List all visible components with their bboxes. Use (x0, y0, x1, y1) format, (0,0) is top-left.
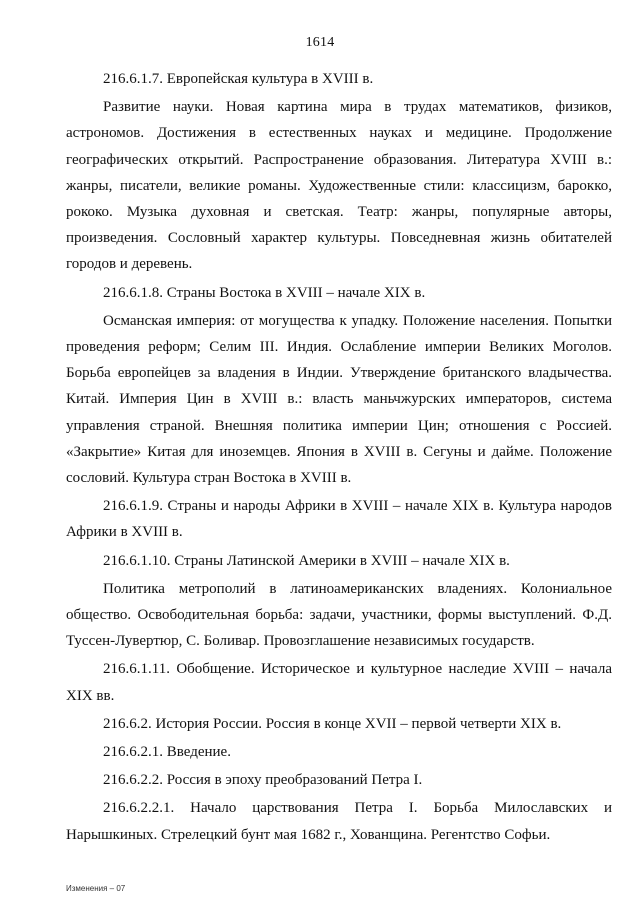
section-heading-africa: 216.6.1.9. Страны и народы Африки в XVIII – начале XIX в. Культура народов Африки в XVIII в. (66, 498, 612, 541)
document-body (66, 64, 612, 848)
section-heading-introduction: 216.6.2.1. Введение. (103, 744, 231, 761)
section-heading-european-culture: 216.6.1.7. Европейская культура в XVIII в. (103, 71, 374, 87)
footer-revision-note: Изменения – 07 (66, 884, 126, 893)
section-heading-east: 216.6.1.8. Страны Востока в XVIII – начале XIX в. (103, 284, 426, 301)
section-heading-generalization: 216.6.1.11. Обобщение. Историческое и культурное наследие XVIII – начала XIX вв. (66, 661, 612, 704)
paragraph-metropolis-policy: Политика метрополий в латиноамериканских владениях. Колониальное общество. Освободительная борьба: задачи, участники, формы выступлений. Ф.Д. Туссен-Лувертюр, С. Боливар. Провозглашение независимых государств. (66, 580, 612, 650)
section-heading-russia-history: 216.6.2. История России. Россия в конце XVII – первой четверти XIX в. (103, 715, 562, 732)
paragraph-science-development: Развитие науки. Новая картина мира в трудах математиков, физиков, астрономов. Достижения в естественных науках и медицине. Продолжение географических открытий. Распространение образования. Литература XVIII в.: жанры, писатели, великие романы. Художественные стили: классицизм, барокко, рококо. Музыка духовная и светская. Театр: жанры, популярные авторы, произведения. Сословный характер культуры. Повседневная жизнь обитателей городов и деревень. (66, 99, 612, 273)
paragraph-peter-reign-start: 216.6.2.2.1. Начало царствования Петра I. Борьба Милославских и Нарышкиных. Стрелецкий бунт мая 1682 г., Хованщина. Регентство Софьи. (66, 800, 612, 843)
section-heading-latin-america: 216.6.1.10. Страны Латинской Америки в XVIII – начале XIX в. (103, 552, 510, 569)
section-heading-peter-reforms: 216.6.2.2. Россия в эпоху преобразований Петра I. (103, 772, 423, 789)
paragraph-ottoman-empire: Османская империя: от могущества к упадку. Положение населения. Попытки проведения реформ; Селим III. Индия. Ослабление империи Великих Моголов. Борьба европейцев за владения в Индии. Утверждение британского владычества. Китай. Империя Цин в XVIII в.: власть маньчжурских императоров, система управления страной. Внешняя политика империи Цин; отношения с Россией. «Закрытие» Китая для иноземцев. Япония в XVIII в. Сегуны и дайме. Положение сословий. Культура стран Востока в XVIII в. (66, 312, 612, 487)
page-number: 1614 (305, 35, 335, 50)
